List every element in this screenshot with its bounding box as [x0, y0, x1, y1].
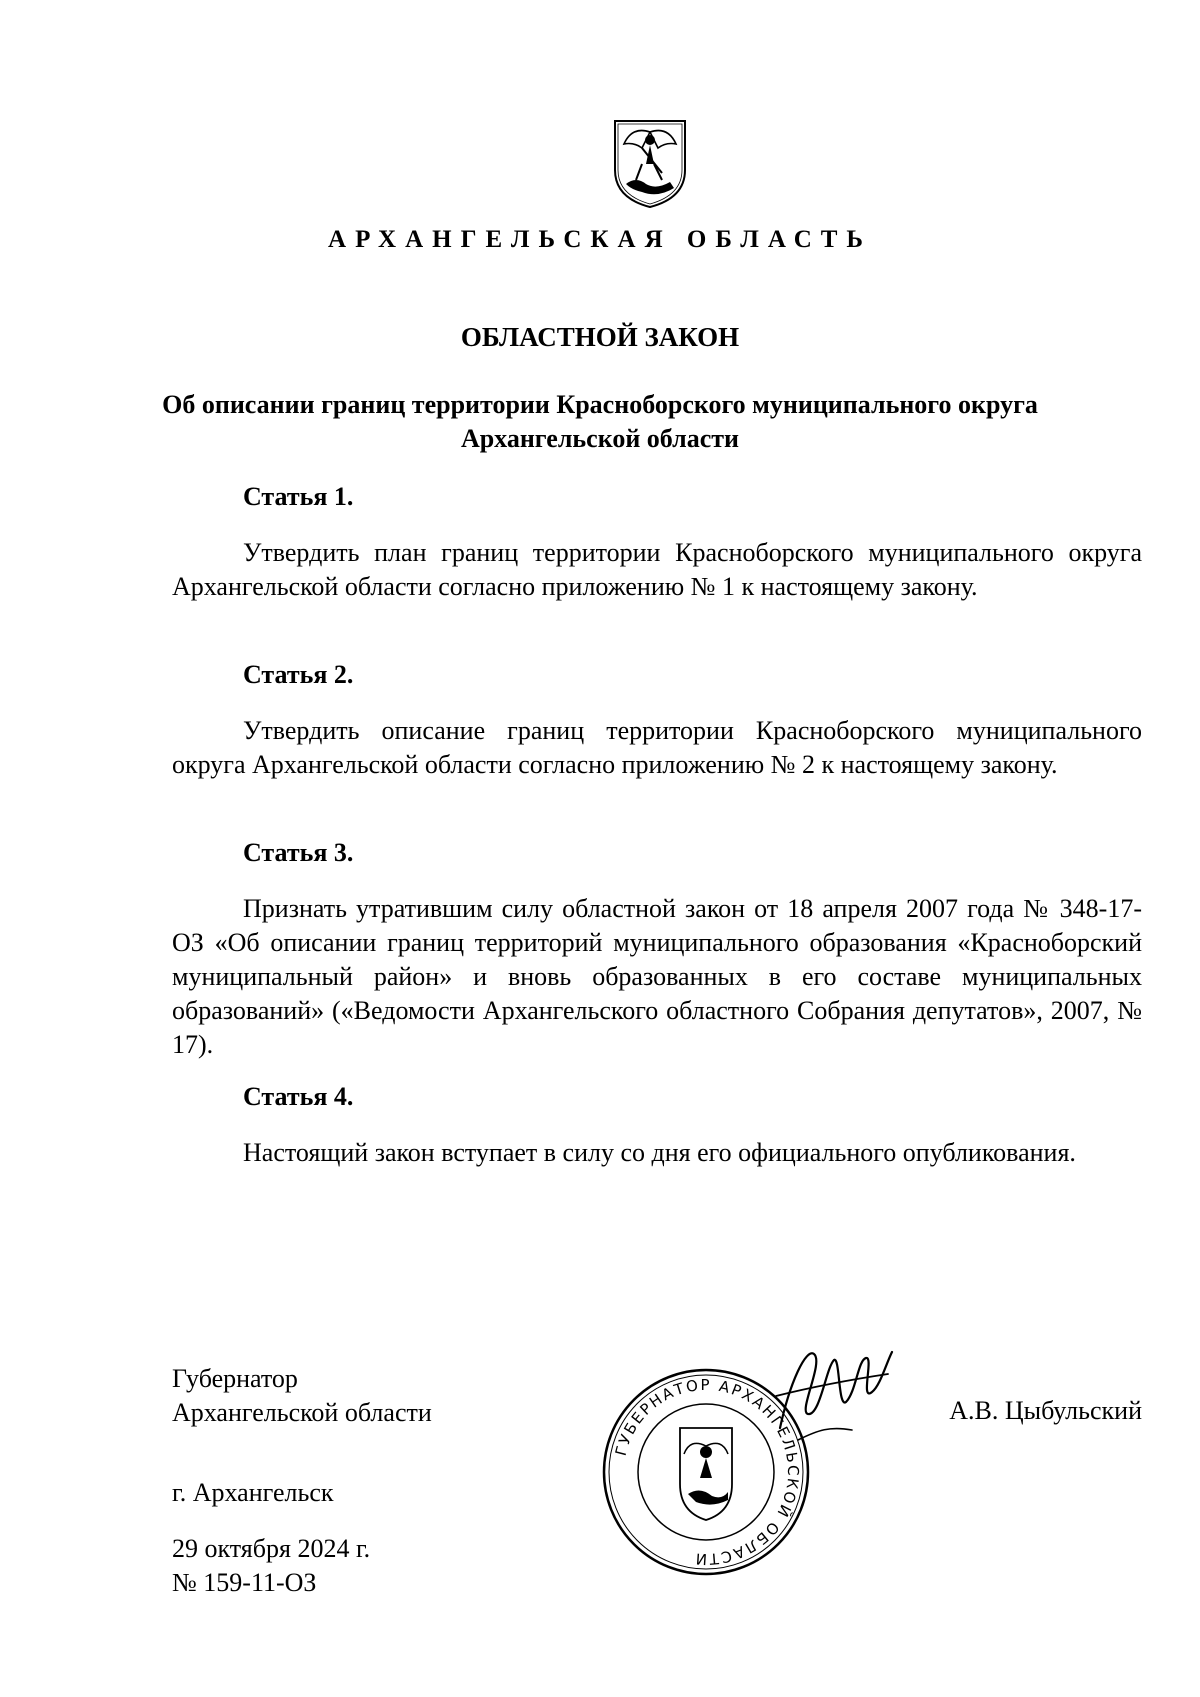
signatory-position [172, 1362, 432, 1430]
article-3-heading: Статья 3. [243, 838, 354, 867]
article-3-text: Признать утратившим силу областной закон от 18 апреля 2007 года № 348-17-ОЗ «Об описании границ территорий муниципального образования «Красноборский муниципальный район» и вновь образованных в его составе муниципальных образований» («Ведомости Архангельского областного Собрания депутатов», 2007, № 17). [172, 894, 1142, 1059]
article-1-heading: Статья 1. [243, 482, 354, 511]
city: г. Архангельск [172, 1478, 334, 1507]
position-line-1: Губернатор [172, 1364, 298, 1393]
coat-of-arms-icon [612, 118, 688, 210]
article-4-text: Настоящий закон вступает в силу со дня его официального опубликования. [243, 1138, 1076, 1167]
article-2-heading: Статья 2. [243, 660, 354, 689]
article-4-heading: Статья 4. [243, 1082, 354, 1111]
document-type: ОБЛАСТНОЙ ЗАКОН [460, 322, 740, 352]
region-name: АРХАНГЕЛЬСКАЯ ОБЛАСТЬ [328, 226, 872, 253]
seal-text: ГУБЕРНАТОР АРХАНГЕЛЬСКОЙ ОБЛАСТИ [611, 1375, 803, 1569]
law-number: № 159-11-ОЗ [172, 1568, 317, 1597]
date: 29 октября 2024 г. [172, 1534, 371, 1563]
document-subject: Об описании границ территории Красноборского муниципального округа Архангельской области [162, 390, 1038, 453]
position-line-2: Архангельской области [172, 1398, 432, 1427]
article-1-text: Утвердить план границ территории Красноборского муниципального округа Архангельской области согласно приложению № 1 к настоящему закону. [172, 538, 1142, 601]
seal-coat-of-arms-icon [680, 1428, 732, 1520]
handwritten-signature [768, 1330, 898, 1460]
article-2-text: Утвердить описание границ территории Красноборского муниципального округа Архангельской области согласно приложению № 2 к настоящему закону. [172, 716, 1142, 779]
signatory-name: А.В. Цыбульский [949, 1396, 1142, 1425]
